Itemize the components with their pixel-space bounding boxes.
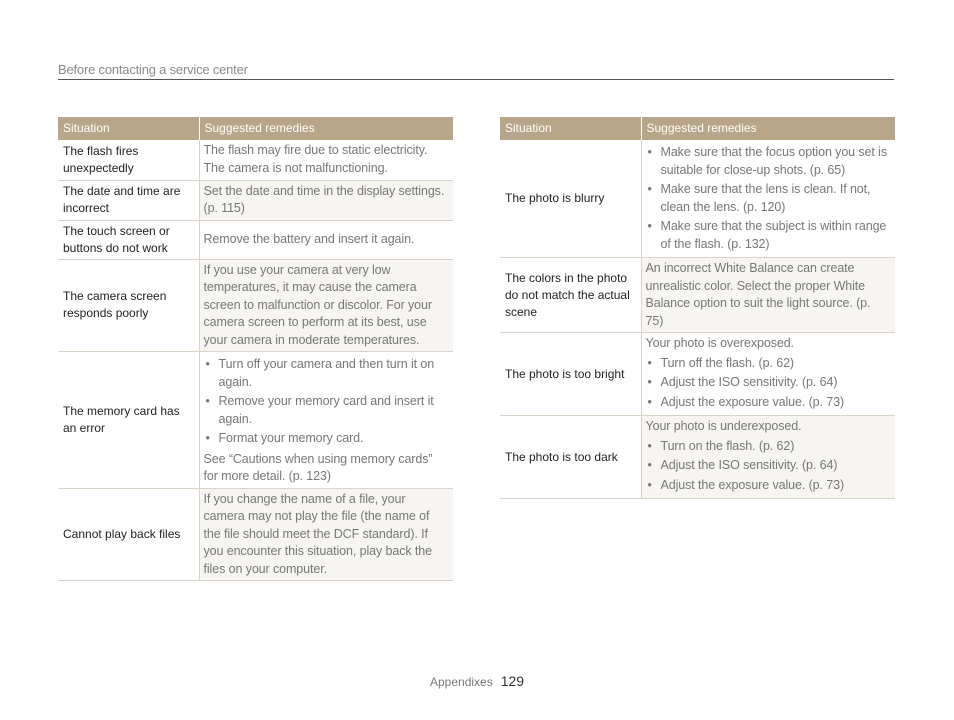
remedy-list-item: • Adjust the ISO sensitivity. (p. 64) (646, 374, 892, 392)
page-number: 129 (500, 673, 525, 689)
situation-cell: The photo is too bright (500, 333, 641, 416)
remedy-cell (641, 416, 895, 499)
table-row (500, 333, 895, 416)
remedy-list-item: • Turn off your camera and then turn it on again. (204, 356, 450, 391)
situation-cell: The colors in the photo do not match the actual scene (500, 258, 641, 333)
remedy-list (646, 355, 892, 412)
remedy-list-item: • Format your memory card. (204, 430, 450, 448)
remedy-list (204, 356, 450, 448)
table-row (500, 140, 895, 258)
remedy-cell (641, 333, 895, 416)
column-header-situation: Situation (58, 117, 199, 140)
column-header-situation: Situation (500, 117, 641, 140)
situation-cell: The photo is blurry (500, 140, 641, 258)
column-header-remedies: Suggested remedies (199, 117, 453, 140)
table-row (500, 416, 895, 499)
remedy-list-item: • Remove your memory card and insert it again. (204, 393, 450, 428)
situation-cell: The date and time are incorrect (58, 180, 199, 220)
remedy-cell: The flash may fire due to static electricity. The camera is not malfunctioning. (199, 140, 453, 180)
situation-cell: The photo is too dark (500, 416, 641, 499)
situation-cell: The flash fires unexpectedly (58, 140, 199, 180)
table-header-row (58, 117, 453, 140)
remedy-cell: Remove the battery and insert it again. (199, 220, 453, 259)
remedy-list-item: • Make sure that the lens is clean. If not, clean the lens. (p. 120) (646, 181, 892, 216)
troubleshooting-table-left (58, 117, 453, 581)
table-row (58, 180, 453, 220)
remedy-cell (641, 140, 895, 258)
situation-cell: The memory card has an error (58, 352, 199, 489)
situation-cell: The touch screen or buttons do not work (58, 220, 199, 259)
remedy-note: See “Cautions when using memory cards” for more detail. (p. 123) (203, 451, 433, 483)
table-header-row (500, 117, 895, 140)
remedy-list (646, 438, 892, 495)
remedy-list-item: • Make sure that the subject is within range of the flash. (p. 132) (646, 218, 892, 253)
table-row (58, 488, 453, 581)
remedy-list-item: • Make sure that the focus option you set is suitable for close-up shots. (p. 65) (646, 144, 892, 179)
remedy-cell: If you change the name of a file, your camera may not play the file (the name of the file should meet the DCF standard). If you encounter this situation, play back the files on your computer. (199, 488, 453, 581)
remedy-list (646, 144, 892, 253)
footer-section-label: Appendixes (430, 675, 493, 689)
remedy-intro: Your photo is underexposed. (645, 419, 802, 433)
table-row (58, 220, 453, 259)
remedy-list-item: • Adjust the exposure value. (p. 73) (646, 394, 892, 412)
remedy-list-item: • Adjust the ISO sensitivity. (p. 64) (646, 457, 892, 475)
remedy-list-item: • Turn off the flash. (p. 62) (646, 355, 892, 373)
page-header: Before contacting a service center (58, 62, 894, 80)
remedy-list-item: • Adjust the exposure value. (p. 73) (646, 477, 892, 495)
remedy-cell (199, 352, 453, 489)
remedy-cell: If you use your camera at very low temperatures, it may cause the camera screen to malfunction or discolor. For your camera screen to perform at its best, use your camera in moderate temperatures. (199, 259, 453, 352)
troubleshooting-table-right (500, 117, 895, 499)
remedy-list-item: • Turn on the flash. (p. 62) (646, 438, 892, 456)
remedy-cell: An incorrect White Balance can create unrealistic color. Select the proper White Balance option to suit the light source. (p. 75) (641, 258, 895, 333)
remedy-cell: Set the date and time in the display settings. (p. 115) (199, 180, 453, 220)
table-row (58, 140, 453, 180)
table-row (58, 352, 453, 489)
table-row (500, 258, 895, 333)
situation-cell: The camera screen responds poorly (58, 259, 199, 352)
remedy-intro: Your photo is overexposed. (645, 336, 794, 350)
situation-cell: Cannot play back files (58, 488, 199, 581)
page-footer (430, 673, 524, 689)
table-row (58, 259, 453, 352)
column-header-remedies: Suggested remedies (641, 117, 895, 140)
